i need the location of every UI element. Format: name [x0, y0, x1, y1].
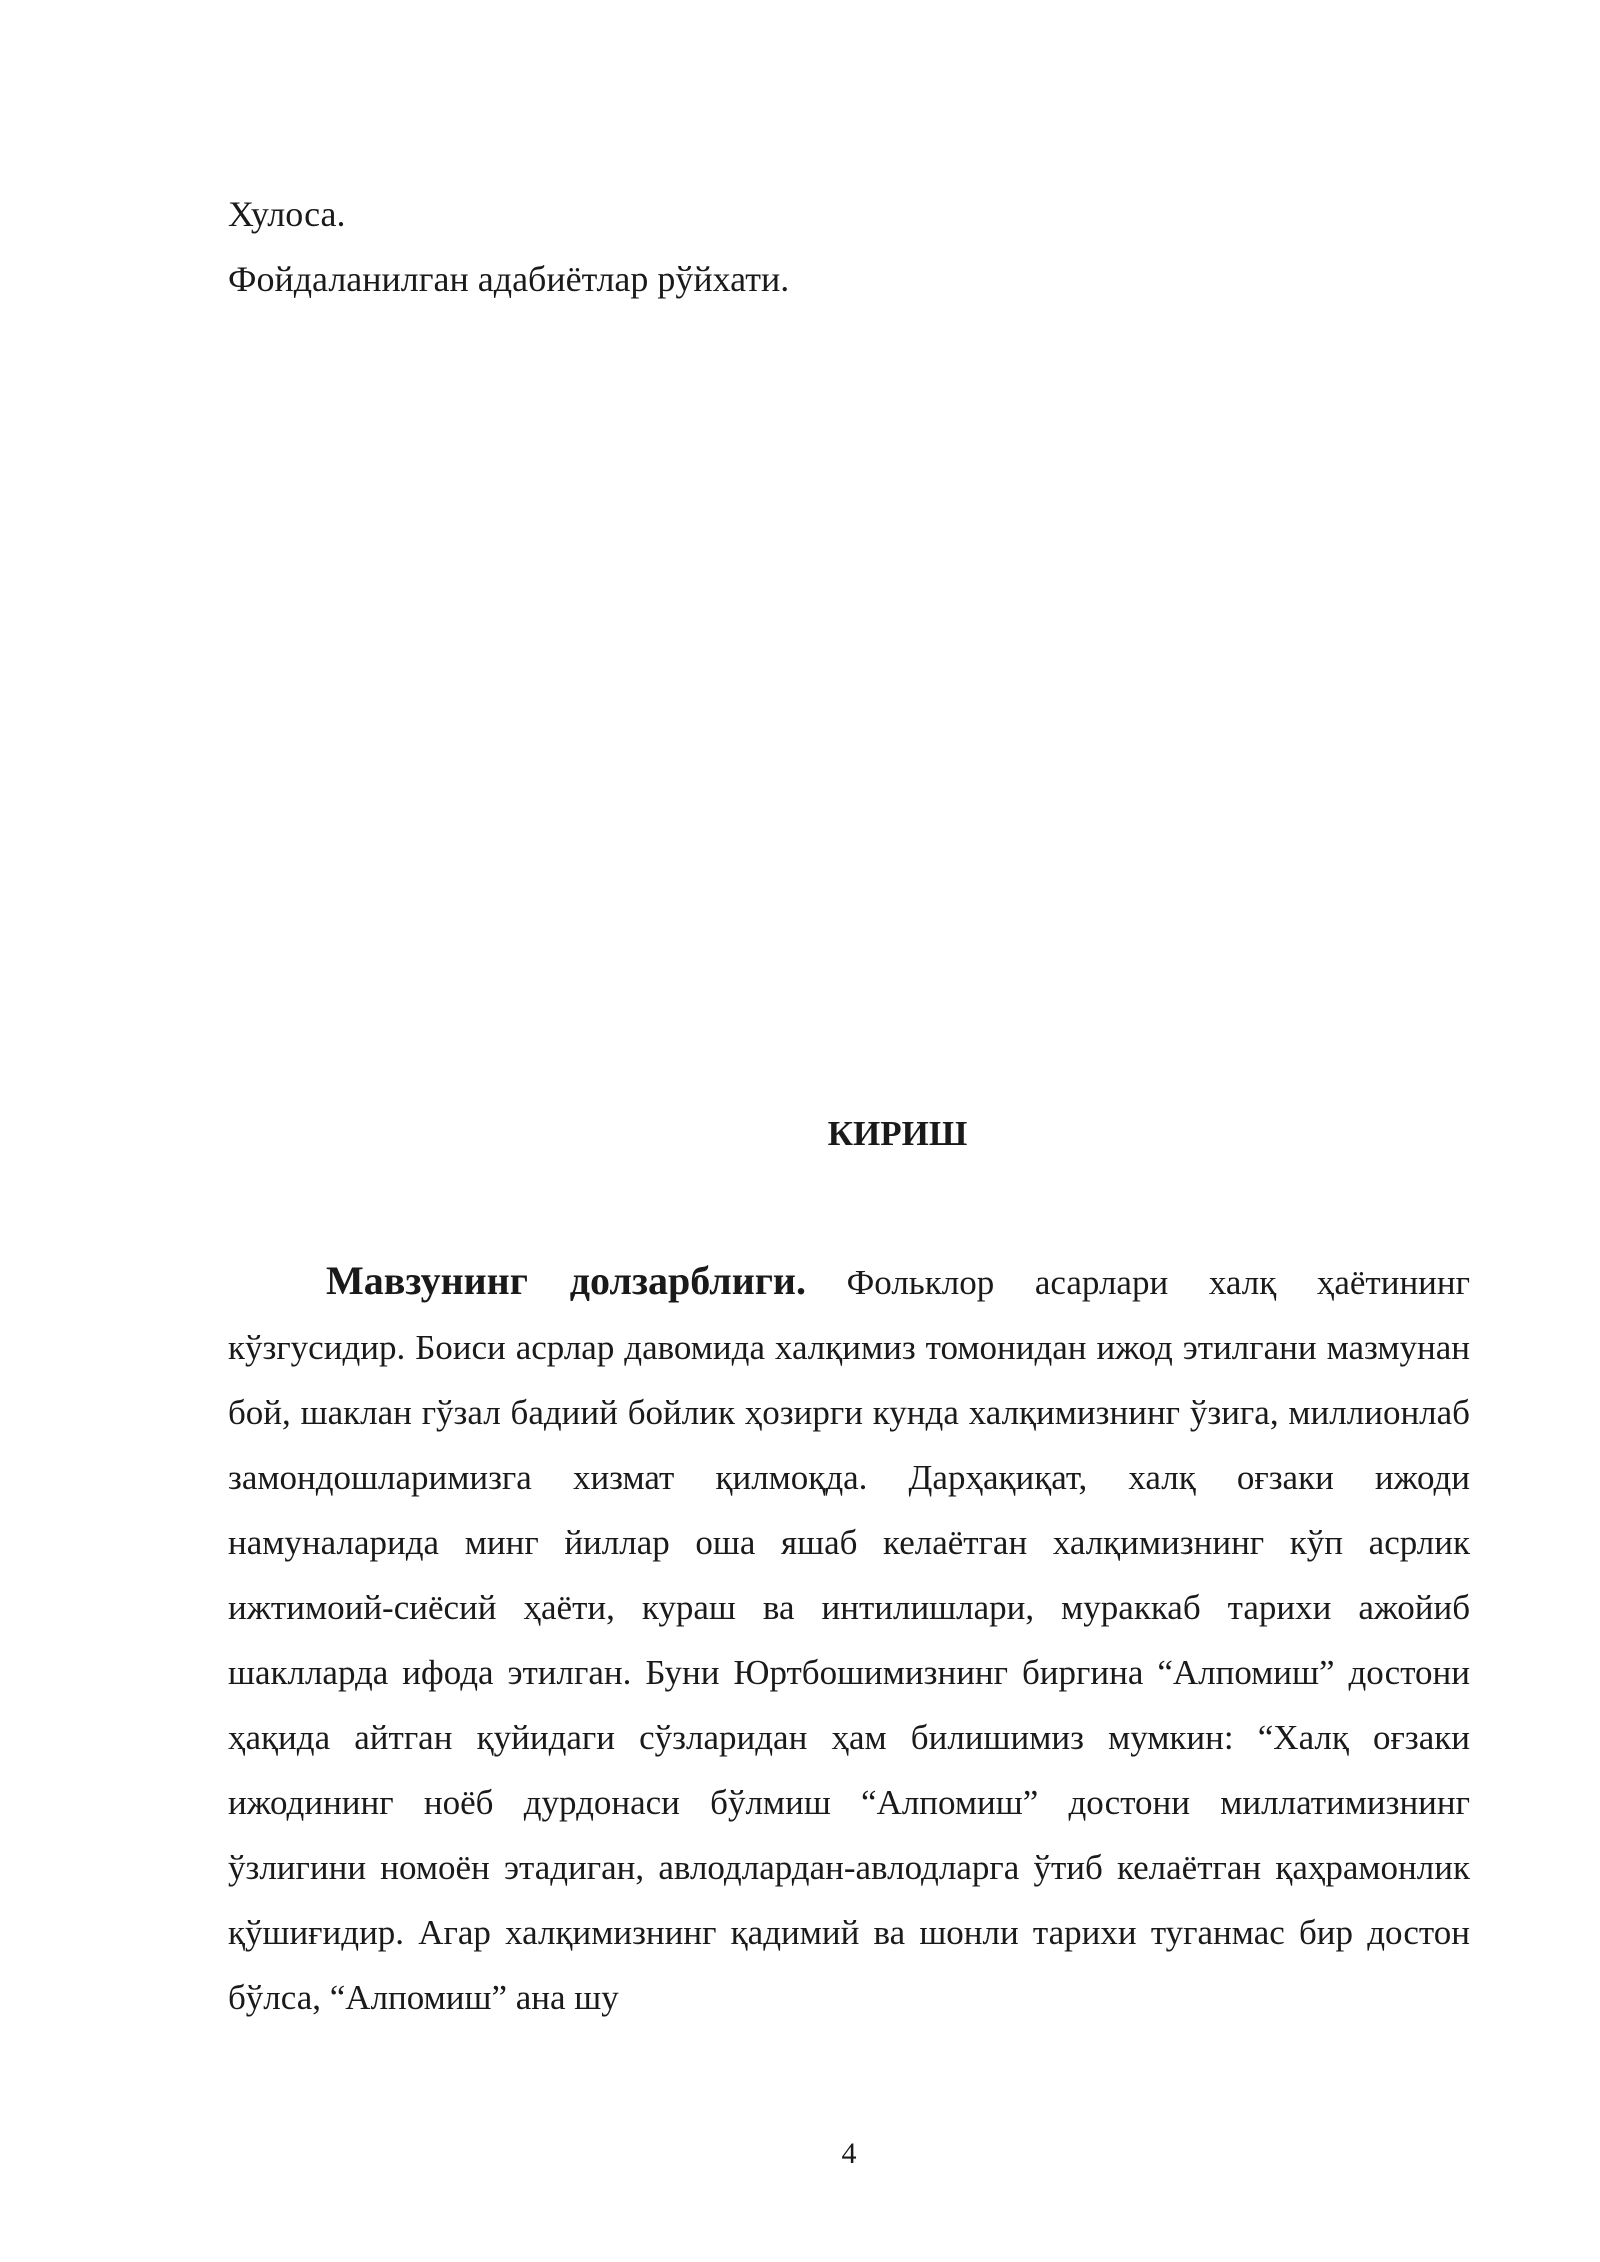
lead-phrase: Мавзунинг долзарблиги. [326, 1258, 806, 1303]
section-heading: КИРИШ [827, 1114, 968, 1153]
paragraph-text: Фольклор асарлари халқ ҳаётининг кўзгусидир. Боиси асрлар давомида халқимиз томонидан ижод этилгани мазмунан бой, шаклан гўзал бадиий бойлик ҳозирги кунда халқимизнинг ўзига, миллионлаб замондошларимизга хизмат қилмоқда. Дарҳақиқат, халқ оғзаки ижоди намуналарида минг йиллар оша яшаб келаётган халқимизнинг кўп асрлик ижтимоий-сиёсий ҳаёти, кураш ва интилишлари, мураккаб тарихи ажойиб шаклларда ифода этилган. Буни Юртбошимизнинг биргина “Алпомиш” достони ҳақида айтган қуйидаги сўзларидан ҳам билишимиз мумкин: “Халқ оғзаки ижодининг ноёб дурдонаси бўлмиш “Алпомиш” достони миллатимизнинг ўзлигини номоён этадиган, авлодлардан-авлодларга ўтиб келаётган қаҳрамонлик қўшиғидир. Агар халқимизнинг қадимий ва шонли тарихи туганмас бир достон бўлса, “Алпомиш” ана шу [228, 1263, 1470, 2017]
toc-item-references: Фойдаланилган адабиётлар рўйхати. [228, 259, 790, 299]
body-paragraph [228, 1248, 1470, 2030]
page-number: 4 [841, 2137, 857, 2170]
toc-item-conclusion: Хулоса. [228, 194, 346, 234]
